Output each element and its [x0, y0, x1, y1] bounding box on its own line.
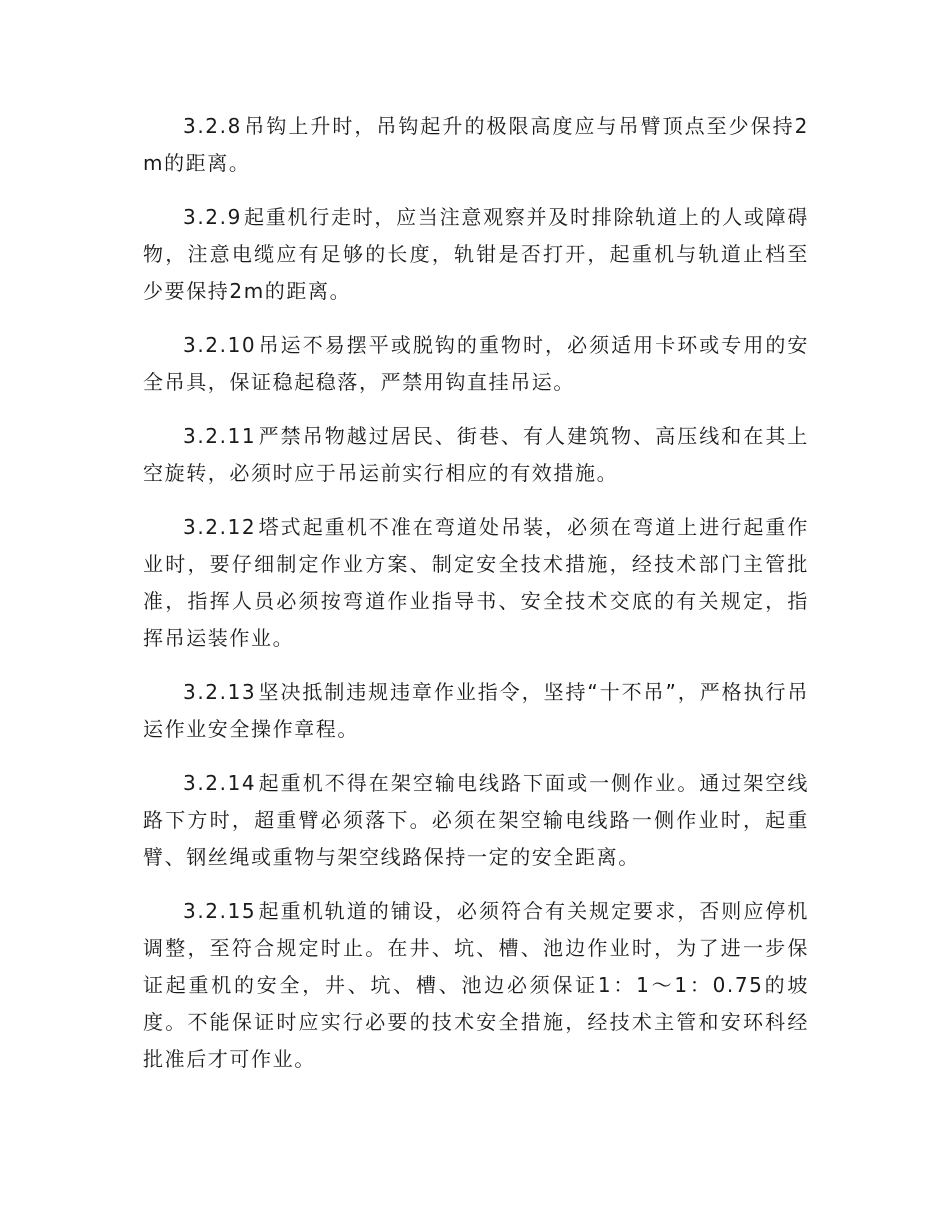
clause-3-2-11: [143, 418, 809, 492]
clause-number: 3.2.10: [183, 333, 257, 357]
clause-number: 3.2.12: [183, 515, 257, 539]
clause-text: 起重机不得在架空输电线路下面或一侧作业。通过架空线路下方时，超重臂必须落下。必须在架空输电线路一侧作业时，起重臂、钢丝绳或重物与架空线路保持一定的安全距离。: [143, 771, 809, 869]
clause-3-2-14: [143, 765, 809, 876]
clause-text: 起重机行走时，应当注意观察并及时排除轨道上的人或障碍物，注意电缆应有足够的长度，轨钳是否打开，起重机与轨道止档至少要保持2m的距离。: [143, 205, 809, 303]
clause-text: 吊钩上升时，吊钩起升的极限高度应与吊臂顶点至少保持2m的距离。: [143, 114, 809, 175]
clause-number: 3.2.9: [183, 205, 242, 229]
clause-number: 3.2.13: [183, 680, 257, 704]
clause-text: 坚决抵制违规违章作业指令，坚持“十不吊”，严格执行吊运作业安全操作章程。: [143, 680, 809, 741]
clause-number: 3.2.11: [183, 424, 257, 448]
clause-text: 吊运不易摆平或脱钩的重物时，必须适用卡环或专用的安全吊具，保证稳起稳落，严禁用钩直挂吊运。: [143, 333, 809, 394]
clause-text: 塔式起重机不准在弯道处吊装，必须在弯道上进行起重作业时，要仔细制定作业方案、制定安全技术措施，经技术部门主管批准，指挥人员必须按弯道作业指导书、安全技术交底的有关规定，指挥吊运装作业。: [143, 515, 809, 650]
clause-3-2-12: [143, 509, 809, 657]
clause-3-2-10: [143, 327, 809, 401]
clause-number: 3.2.8: [183, 114, 242, 138]
clause-3-2-15: [143, 893, 809, 1078]
clause-3-2-9: [143, 199, 809, 310]
clause-text: 起重机轨道的铺设，必须符合有关规定要求，否则应停机调整，至符合规定时止。在井、坑、槽、池边作业时，为了进一步保证起重机的安全，井、坑、槽、池边必须保证1：1～1：0.75的坡度。不能保证时应实行必要的技术安全措施，经技术主管和安环科经批准后才可作业。: [143, 899, 809, 1071]
clause-number: 3.2.14: [183, 771, 257, 795]
clause-3-2-13: [143, 674, 809, 748]
document-body: [143, 108, 809, 1095]
clause-text: 严禁吊物越过居民、街巷、有人建筑物、高压线和在其上空旋转，必须时应于吊运前实行相应的有效措施。: [143, 424, 809, 485]
clause-number: 3.2.15: [183, 899, 257, 923]
clause-3-2-8: [143, 108, 809, 182]
